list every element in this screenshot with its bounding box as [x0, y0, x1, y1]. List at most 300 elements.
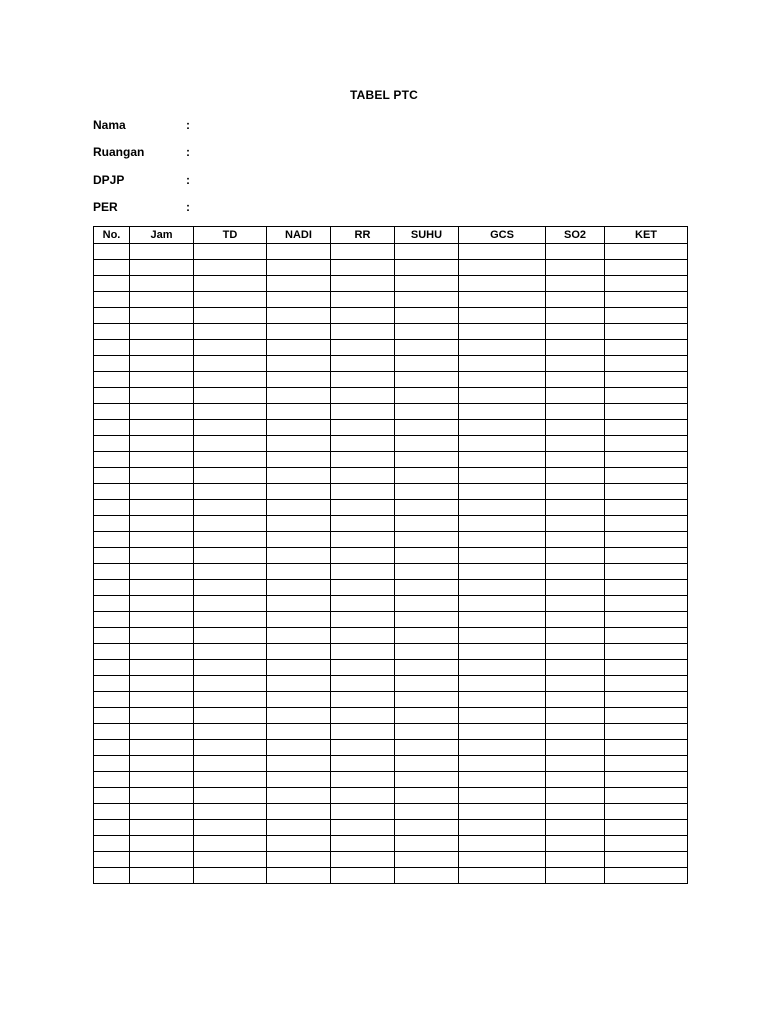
table-row — [94, 404, 688, 420]
table-cell — [194, 388, 267, 404]
table-row — [94, 260, 688, 276]
table-cell — [459, 852, 546, 868]
table-cell — [130, 692, 194, 708]
table-cell — [395, 468, 459, 484]
table-cell — [94, 452, 130, 468]
table-cell — [546, 548, 605, 564]
table-header-row — [94, 227, 688, 244]
table-row — [94, 628, 688, 644]
table-cell — [94, 260, 130, 276]
table-cell — [395, 676, 459, 692]
table-cell — [267, 260, 331, 276]
table-cell — [331, 308, 395, 324]
table-cell — [459, 772, 546, 788]
table-cell — [546, 772, 605, 788]
table-cell — [194, 356, 267, 372]
table-cell — [194, 564, 267, 580]
table-cell — [546, 820, 605, 836]
table-cell — [94, 756, 130, 772]
table-cell — [194, 452, 267, 468]
table-cell — [94, 276, 130, 292]
table-cell — [395, 692, 459, 708]
table-cell — [395, 292, 459, 308]
table-cell — [459, 532, 546, 548]
table-cell — [605, 404, 688, 420]
table-cell — [605, 244, 688, 260]
table-cell — [605, 420, 688, 436]
table-cell — [130, 804, 194, 820]
table-cell — [331, 772, 395, 788]
table-cell — [94, 436, 130, 452]
table-cell — [605, 276, 688, 292]
table-cell — [459, 612, 546, 628]
table-cell — [546, 276, 605, 292]
table-cell — [459, 260, 546, 276]
table-cell — [331, 852, 395, 868]
table-cell — [331, 564, 395, 580]
table-cell — [130, 356, 194, 372]
table-cell — [395, 404, 459, 420]
table-cell — [331, 500, 395, 516]
table-cell — [94, 660, 130, 676]
table-cell — [94, 836, 130, 852]
table-cell — [395, 388, 459, 404]
table-row — [94, 564, 688, 580]
table-cell — [331, 580, 395, 596]
table-cell — [267, 388, 331, 404]
table-cell — [130, 708, 194, 724]
table-cell — [605, 532, 688, 548]
table-cell — [605, 692, 688, 708]
table-row — [94, 820, 688, 836]
table-cell — [395, 532, 459, 548]
table-cell — [194, 836, 267, 852]
table-cell — [194, 340, 267, 356]
table-cell — [267, 756, 331, 772]
table-row — [94, 660, 688, 676]
table-cell — [267, 372, 331, 388]
table-cell — [267, 356, 331, 372]
field-separator: : — [186, 200, 190, 214]
table-row — [94, 436, 688, 452]
table-cell — [194, 772, 267, 788]
table-row — [94, 836, 688, 852]
table-cell — [194, 708, 267, 724]
table-row — [94, 580, 688, 596]
table-cell — [331, 340, 395, 356]
table-cell — [546, 260, 605, 276]
table-cell — [194, 292, 267, 308]
table-cell — [331, 324, 395, 340]
table-cell — [459, 356, 546, 372]
table-cell — [94, 628, 130, 644]
field-separator: : — [186, 145, 190, 159]
table-cell — [605, 612, 688, 628]
table-cell — [194, 276, 267, 292]
table-cell — [395, 708, 459, 724]
table-cell — [331, 676, 395, 692]
table-cell — [94, 388, 130, 404]
table-cell — [459, 564, 546, 580]
table-cell — [267, 532, 331, 548]
table-cell — [331, 612, 395, 628]
table-cell — [194, 244, 267, 260]
table-cell — [605, 596, 688, 612]
table-cell — [546, 436, 605, 452]
table-cell — [459, 308, 546, 324]
table-cell — [194, 868, 267, 884]
table-cell — [459, 468, 546, 484]
table-cell — [130, 244, 194, 260]
table-cell — [267, 292, 331, 308]
table-cell — [459, 836, 546, 852]
table-cell — [331, 404, 395, 420]
table-cell — [459, 404, 546, 420]
table-cell — [546, 740, 605, 756]
table-cell — [605, 340, 688, 356]
table-cell — [395, 836, 459, 852]
table-cell — [331, 516, 395, 532]
table-cell — [194, 532, 267, 548]
table-cell — [395, 500, 459, 516]
table-cell — [130, 484, 194, 500]
table-cell — [130, 500, 194, 516]
table-cell — [267, 452, 331, 468]
table-cell — [94, 772, 130, 788]
table-cell — [546, 500, 605, 516]
table-cell — [194, 500, 267, 516]
table-cell — [331, 420, 395, 436]
table-row — [94, 468, 688, 484]
table-cell — [94, 676, 130, 692]
table-row — [94, 596, 688, 612]
table-cell — [94, 868, 130, 884]
field-label: DPJP — [93, 173, 125, 187]
table-cell — [194, 516, 267, 532]
table-cell — [94, 372, 130, 388]
table-cell — [94, 596, 130, 612]
table-cell — [459, 644, 546, 660]
table-cell — [546, 580, 605, 596]
table-cell — [395, 596, 459, 612]
table-cell — [130, 772, 194, 788]
table-row — [94, 756, 688, 772]
table-cell — [94, 484, 130, 500]
table-cell — [331, 756, 395, 772]
table-row — [94, 500, 688, 516]
table-cell — [605, 820, 688, 836]
table-cell — [395, 724, 459, 740]
table-cell — [194, 612, 267, 628]
table-cell — [459, 868, 546, 884]
table-cell — [130, 596, 194, 612]
table-cell — [331, 468, 395, 484]
table-row — [94, 868, 688, 884]
table-row — [94, 292, 688, 308]
table-cell — [395, 548, 459, 564]
table-cell — [94, 500, 130, 516]
table-cell — [605, 500, 688, 516]
table-cell — [267, 244, 331, 260]
table-cell — [94, 708, 130, 724]
table-cell — [546, 692, 605, 708]
table-cell — [459, 484, 546, 500]
table-cell — [267, 404, 331, 420]
table-cell — [331, 628, 395, 644]
table-cell — [546, 356, 605, 372]
table-cell — [395, 580, 459, 596]
table-cell — [546, 340, 605, 356]
table-cell — [130, 516, 194, 532]
table-cell — [605, 836, 688, 852]
table-cell — [605, 324, 688, 340]
table-cell — [395, 612, 459, 628]
table-cell — [267, 500, 331, 516]
table-cell — [331, 452, 395, 468]
table-row — [94, 804, 688, 820]
table-row — [94, 612, 688, 628]
table-cell — [130, 580, 194, 596]
table-cell — [331, 356, 395, 372]
table-cell — [130, 756, 194, 772]
table-cell — [130, 740, 194, 756]
table-cell — [267, 564, 331, 580]
table-cell — [130, 820, 194, 836]
column-header-suhu: SUHU — [395, 227, 459, 244]
table-cell — [130, 324, 194, 340]
table-cell — [267, 868, 331, 884]
table-cell — [605, 260, 688, 276]
table-cell — [94, 724, 130, 740]
table-cell — [605, 724, 688, 740]
table-cell — [130, 468, 194, 484]
table-cell — [194, 852, 267, 868]
table-cell — [605, 452, 688, 468]
table-cell — [194, 308, 267, 324]
table-cell — [194, 484, 267, 500]
table-cell — [331, 276, 395, 292]
table-cell — [194, 756, 267, 772]
table-cell — [94, 612, 130, 628]
table-cell — [94, 420, 130, 436]
table-cell — [605, 308, 688, 324]
table-cell — [395, 852, 459, 868]
table-cell — [267, 724, 331, 740]
table-cell — [194, 644, 267, 660]
table-cell — [395, 772, 459, 788]
table-cell — [130, 404, 194, 420]
table-cell — [267, 692, 331, 708]
table-cell — [267, 628, 331, 644]
ptc-table — [93, 226, 688, 884]
table-cell — [267, 836, 331, 852]
table-cell — [331, 660, 395, 676]
table-cell — [605, 644, 688, 660]
table-cell — [605, 516, 688, 532]
table-cell — [395, 644, 459, 660]
table-row — [94, 372, 688, 388]
table-cell — [331, 484, 395, 500]
table-cell — [267, 340, 331, 356]
table-cell — [546, 532, 605, 548]
table-cell — [331, 820, 395, 836]
table-row — [94, 644, 688, 660]
table-cell — [267, 324, 331, 340]
table-cell — [459, 756, 546, 772]
table-cell — [267, 788, 331, 804]
table-cell — [130, 388, 194, 404]
table-cell — [194, 436, 267, 452]
table-row — [94, 484, 688, 500]
table-cell — [459, 788, 546, 804]
table-cell — [267, 820, 331, 836]
table-cell — [130, 308, 194, 324]
table-cell — [194, 260, 267, 276]
table-cell — [331, 596, 395, 612]
table-cell — [94, 580, 130, 596]
table-cell — [395, 516, 459, 532]
table-cell — [395, 372, 459, 388]
table-cell — [395, 420, 459, 436]
table-cell — [94, 740, 130, 756]
table-cell — [267, 516, 331, 532]
table-cell — [267, 548, 331, 564]
table-cell — [130, 292, 194, 308]
table-cell — [94, 404, 130, 420]
table-cell — [395, 820, 459, 836]
table-cell — [194, 820, 267, 836]
table-row — [94, 244, 688, 260]
table-cell — [331, 372, 395, 388]
column-header-no: No. — [94, 227, 130, 244]
table-cell — [459, 436, 546, 452]
table-cell — [605, 868, 688, 884]
table-cell — [331, 436, 395, 452]
table-cell — [194, 548, 267, 564]
table-cell — [546, 724, 605, 740]
table-cell — [546, 372, 605, 388]
table-cell — [130, 852, 194, 868]
table-cell — [194, 372, 267, 388]
table-cell — [459, 660, 546, 676]
table-cell — [94, 292, 130, 308]
column-header-ket: KET — [605, 227, 688, 244]
table-cell — [94, 644, 130, 660]
field-label: Nama — [93, 118, 126, 132]
table-cell — [331, 548, 395, 564]
table-cell — [331, 740, 395, 756]
table-row — [94, 676, 688, 692]
table-cell — [605, 676, 688, 692]
table-cell — [605, 660, 688, 676]
table-cell — [94, 804, 130, 820]
table-cell — [94, 852, 130, 868]
field-label: PER — [93, 200, 118, 214]
table-cell — [546, 836, 605, 852]
table-cell — [605, 804, 688, 820]
table-row — [94, 452, 688, 468]
table-cell — [395, 356, 459, 372]
table-cell — [395, 324, 459, 340]
table-cell — [459, 324, 546, 340]
table-cell — [331, 532, 395, 548]
table-cell — [605, 388, 688, 404]
table-cell — [130, 868, 194, 884]
table-cell — [395, 276, 459, 292]
table-cell — [459, 292, 546, 308]
table-cell — [130, 660, 194, 676]
table-cell — [459, 372, 546, 388]
table-row — [94, 532, 688, 548]
table-cell — [267, 612, 331, 628]
table-cell — [331, 836, 395, 852]
table-row — [94, 420, 688, 436]
table-cell — [130, 836, 194, 852]
table-cell — [546, 788, 605, 804]
table-cell — [459, 500, 546, 516]
page-title: TABEL PTC — [349, 88, 419, 102]
table-cell — [395, 244, 459, 260]
table-cell — [459, 516, 546, 532]
table-cell — [605, 436, 688, 452]
table-cell — [130, 788, 194, 804]
column-header-rr: RR — [331, 227, 395, 244]
table-cell — [267, 660, 331, 676]
table-cell — [94, 564, 130, 580]
table-cell — [94, 324, 130, 340]
table-cell — [267, 580, 331, 596]
table-cell — [546, 852, 605, 868]
table-cell — [331, 388, 395, 404]
table-cell — [459, 580, 546, 596]
table-row — [94, 276, 688, 292]
table-row — [94, 340, 688, 356]
table-cell — [546, 756, 605, 772]
table-cell — [395, 564, 459, 580]
table-row — [94, 740, 688, 756]
table-cell — [130, 436, 194, 452]
table-cell — [130, 548, 194, 564]
table-cell — [395, 628, 459, 644]
table-cell — [267, 676, 331, 692]
table-cell — [605, 772, 688, 788]
table-cell — [331, 692, 395, 708]
table-cell — [194, 804, 267, 820]
table-cell — [130, 612, 194, 628]
table-cell — [267, 772, 331, 788]
table-cell — [459, 708, 546, 724]
column-header-jam: Jam — [130, 227, 194, 244]
table-cell — [395, 868, 459, 884]
table-row — [94, 692, 688, 708]
table-cell — [605, 548, 688, 564]
table-cell — [605, 580, 688, 596]
table-cell — [605, 740, 688, 756]
table-cell — [194, 740, 267, 756]
table-cell — [605, 468, 688, 484]
table-cell — [546, 596, 605, 612]
table-cell — [605, 852, 688, 868]
table-cell — [194, 420, 267, 436]
table-cell — [331, 244, 395, 260]
table-cell — [546, 628, 605, 644]
table-cell — [194, 788, 267, 804]
column-header-gcs: GCS — [459, 227, 546, 244]
field-label: Ruangan — [93, 145, 145, 159]
table-cell — [194, 596, 267, 612]
table-cell — [130, 340, 194, 356]
table-cell — [130, 260, 194, 276]
